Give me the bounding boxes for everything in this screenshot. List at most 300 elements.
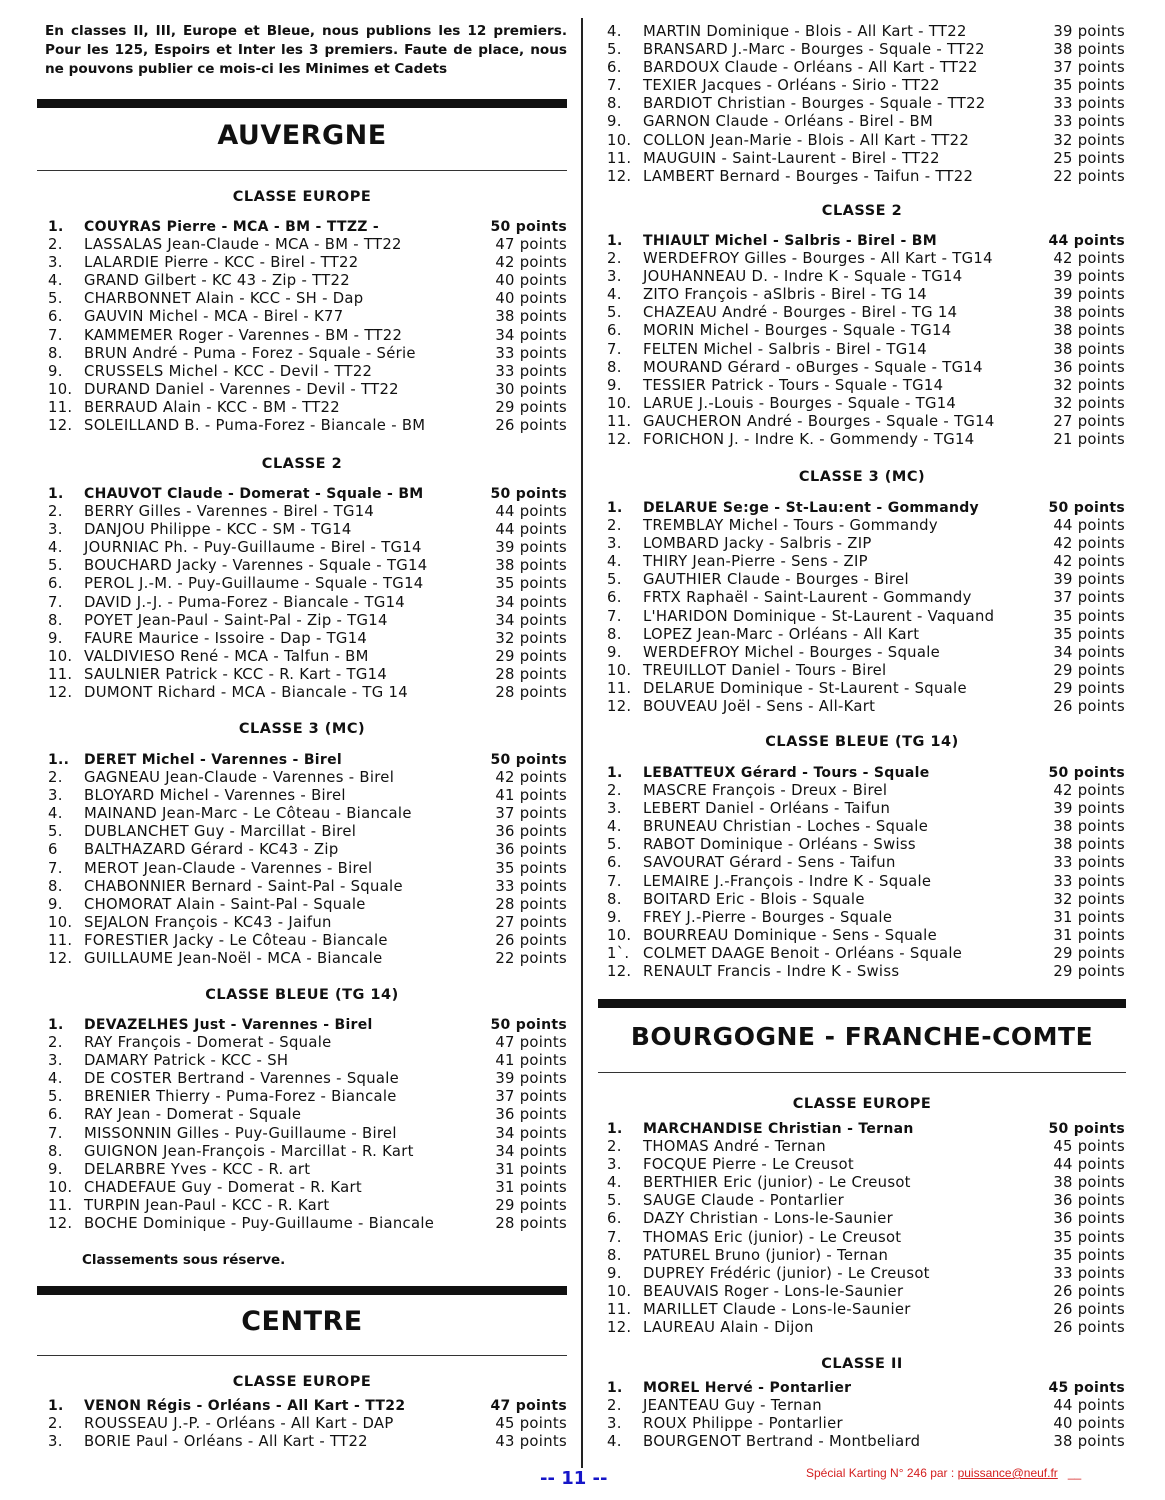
ranking-row [48,878,567,896]
ranking-points: 34 points [495,1142,567,1160]
ranking-row [607,150,1125,168]
ranking-points: 35 points [1053,625,1125,643]
ranking-name: TREMBLAY Michel - Tours - Gommandy [643,517,938,535]
ranking-row [607,168,1125,186]
ranking-row [48,823,567,841]
ranking-points: 28 points [495,684,567,702]
ranking-name: PATUREL Bruno (junior) - Ternan [643,1246,889,1264]
ranking-points: 50 points [1048,1121,1125,1137]
ranking-points: 28 points [495,895,567,913]
ranking-points: 33 points [1053,113,1125,131]
ranking-row [48,503,567,521]
ranking-rank: 5. [607,41,622,59]
ranking-rank: 1.. [48,752,70,768]
ranking-name: THOMAS Eric (junior) - Le Creusot [643,1228,902,1246]
ranking-points: 35 points [495,859,567,877]
ranking-rank: 4. [48,272,63,290]
ranking-name: BARDIOT Christian - Bourges - Squale - TT22 [643,95,986,113]
ranking-row [607,304,1125,322]
ranking-points: 34 points [495,326,567,344]
ranking-row [607,395,1125,413]
ranking-rank: 11. [48,931,73,949]
ranking-name: WERDEFROY Gilles - Bourges - All Kart - TG14 [643,250,993,268]
ranking-rank: 2. [607,1138,622,1156]
ranking-row [607,1397,1125,1415]
ranking-rank: 11. [607,149,632,167]
ranking-points: 38 points [1053,1174,1125,1192]
ranking-row [607,1433,1125,1451]
ranking-row [607,963,1125,981]
ranking-name: RABOT Dominique - Orléans - Swiss [643,836,916,854]
ranking-name: BRUNEAU Christian - Loches - Squale [643,818,929,836]
ranking-row [607,1301,1125,1319]
ranking-points: 27 points [495,913,567,931]
ranking-name: TESSIER Patrick - Tours - Squale - TG14 [643,376,944,394]
ranking-rank: 10. [607,394,632,412]
ranking-rank: 2. [48,236,63,254]
region-title-auvergne: AUVERGNE [217,120,387,151]
ranking-name: FREY J.-Pierre - Bourges - Squale [643,908,893,926]
ranking-row [48,1106,567,1124]
ranking-row [48,1433,567,1451]
ranking-row [607,431,1125,449]
ranking-row [607,377,1125,395]
ranking-row [48,630,567,648]
ranking-name: FOCQUE Pierre - Le Creusot [643,1156,854,1174]
ranking-row [48,575,567,593]
ranking-row [607,626,1125,644]
ranking-points: 45 points [495,1415,567,1433]
ranking-row [48,805,567,823]
ranking-row [48,539,567,557]
ranking-points: 26 points [1053,1300,1125,1318]
ranking-row [607,322,1125,340]
ranking-name: RAY Jean - Domerat - Squale [84,1106,302,1124]
ranking-points: 40 points [495,272,567,290]
ranking-points: 45 points [1053,1138,1125,1156]
ranking-points: 33 points [495,877,567,895]
ranking-points: 31 points [495,1160,567,1178]
ranking-rank: 12. [48,1215,73,1233]
ranking-points: 33 points [495,362,567,380]
ranking-name: LEMAIRE J.-François - Indre K - Squale [643,872,932,890]
ranking-rank: 10. [48,913,73,931]
ranking-points: 34 points [495,611,567,629]
ranking-points: 47 points [490,1398,567,1414]
auvergne-bleue-table [48,1016,567,1233]
ranking-rank: 3. [48,1433,63,1451]
ranking-rank: 10. [607,1282,632,1300]
ranking-row [48,1070,567,1088]
ranking-name: LAMBERT Bernard - Bourges - Taifun - TT22 [643,167,974,185]
ranking-row [607,782,1125,800]
auvergne-classe3-title: CLASSE 3 (MC) [238,721,366,737]
bourgogne-europe-table [607,1120,1125,1337]
ranking-rank: 12. [607,963,632,981]
ranking-points: 33 points [1053,1264,1125,1282]
ranking-name: LAUREAU Alain - Dijon [643,1319,814,1337]
ranking-name: LEBERT Daniel - Orléans - Taifun [643,800,891,818]
ranking-name: BRUN André - Puma - Forez - Squale - Série [84,344,416,362]
ranking-row [48,1161,567,1179]
ranking-rank: 1. [607,500,623,516]
ranking-name: MAUGUIN - Saint-Laurent - Birel - TT22 [643,149,940,167]
ranking-points: 45 points [1048,1380,1125,1396]
ranking-rank: 6. [48,575,63,593]
ranking-row [607,1156,1125,1174]
ranking-name: COLLON Jean-Marie - Blois - All Kart - TT22 [643,131,970,149]
auvergne-classe2-table [48,485,567,702]
ranking-rank: 9. [48,629,63,647]
ranking-row [48,1088,567,1106]
ranking-name: BLOYARD Michel - Varennes - Birel [84,787,346,805]
ranking-name: RENAULT Francis - Indre K - Swiss [643,963,900,981]
ranking-rank: 11. [607,412,632,430]
ranking-points: 38 points [1053,322,1125,340]
ranking-name: LEBATTEUX Gérard - Tours - Squale [643,765,930,781]
ranking-points: 37 points [1053,59,1125,77]
ranking-rank: 7. [48,1124,63,1142]
ranking-rank: 10. [48,647,73,665]
ranking-rank: 6. [607,854,622,872]
ranking-points: 21 points [1053,431,1125,449]
section-bar [37,1286,567,1295]
ranking-name: BEAUVAIS Roger - Lons-le-Saunier [643,1282,904,1300]
ranking-points: 29 points [1053,661,1125,679]
ranking-points: 44 points [495,521,567,539]
ranking-points: 34 points [495,593,567,611]
ranking-points: 36 points [495,823,567,841]
ranking-points: 40 points [495,290,567,308]
ranking-points: 26 points [1053,1282,1125,1300]
ranking-row [48,399,567,417]
ranking-points: 38 points [1053,41,1125,59]
ranking-points: 29 points [1053,963,1125,981]
ranking-rank: 6. [607,59,622,77]
ranking-name: ROUSSEAU J.-P. - Orléans - All Kart - DAP [84,1415,394,1433]
ranking-rank: 1. [607,1121,623,1137]
ranking-name: FORESTIER Jacky - Le Côteau - Biancale [84,931,388,949]
ranking-points: 44 points [1048,233,1125,249]
ranking-rank: 11. [607,1300,632,1318]
ranking-points: 43 points [495,1433,567,1451]
centre-europe-table-part1 [48,1397,567,1451]
ranking-row [607,77,1125,95]
ranking-points: 44 points [1053,1397,1125,1415]
ranking-points: 38 points [1053,1433,1125,1451]
ranking-points: 38 points [495,308,567,326]
ranking-points: 29 points [495,1196,567,1214]
ranking-row [607,945,1125,963]
ranking-name: POYET Jean-Paul - Saint-Pal - Zip - TG14 [84,611,388,629]
ranking-name: LARUE J.-Louis - Bourges - Squale - TG14 [643,394,957,412]
ranking-name: CRUSSELS Michel - KCC - Devil - TT22 [84,362,373,380]
ranking-row [607,909,1125,927]
ranking-row [48,1125,567,1143]
ranking-name: JOUHANNEAU D. - Indre K - Squale - TG14 [643,268,963,286]
ranking-rank: 5. [48,1088,63,1106]
ranking-name: BOCHE Dominique - Puy-Guillaume - Biancale [84,1215,435,1233]
ranking-points: 35 points [1053,1246,1125,1264]
ranking-rank: 5. [48,557,63,575]
ranking-name: SAVOURAT Gérard - Sens - Taifun [643,854,896,872]
ranking-name: L'HARIDON Dominique - St-Laurent - Vaquand [643,607,995,625]
ranking-row [607,113,1125,131]
ranking-rank: 5. [607,836,622,854]
ranking-rank: 7. [607,340,622,358]
centre-classe3-table [607,499,1125,716]
ranking-rank: 5. [607,1192,622,1210]
ranking-name: DELARBRE Yves - KCC - R. art [84,1160,311,1178]
ranking-rank: 6. [607,1210,622,1228]
ranking-name: LOMBARD Jacky - Salbris - ZIP [643,535,872,553]
ranking-rank: 3. [48,521,63,539]
ranking-rank: 9. [607,376,622,394]
ranking-points: 44 points [495,503,567,521]
ranking-row [607,1138,1125,1156]
ranking-rank: 7. [48,859,63,877]
ranking-rank: 2. [607,782,622,800]
ranking-name: DAVID J.-J. - Puma-Forez - Biancale - TG14 [84,593,406,611]
ranking-points: 33 points [1053,95,1125,113]
auvergne-classe2-title: CLASSE 2 [261,456,343,472]
ranking-points: 41 points [495,1052,567,1070]
ranking-row [48,557,567,575]
ranking-rank: 12. [607,1319,632,1337]
ranking-name: BALTHAZARD Gérard - KC43 - Zip [84,841,339,859]
ranking-points: 33 points [1053,854,1125,872]
ranking-rank: 8. [607,625,622,643]
ranking-name: BRANSARD J.-Marc - Bourges - Squale - TT22 [643,41,985,59]
ranking-row [607,1379,1125,1397]
ranking-rank: 2. [607,1397,622,1415]
ranking-points: 44 points [1053,1156,1125,1174]
ranking-points: 38 points [1053,818,1125,836]
ranking-row [48,308,567,326]
ranking-row [48,666,567,684]
centre-classe3-title: CLASSE 3 (MC) [798,469,926,485]
ranking-rank: 2. [48,769,63,787]
ranking-rank: 4. [48,805,63,823]
centre-bleue-title: CLASSE BLEUE (TG 14) [765,734,959,750]
ranking-name: MARTIN Dominique - Blois - All Kart - TT22 [643,23,967,40]
ranking-row [48,272,567,290]
ranking-points: 39 points [1053,23,1125,40]
ranking-name: BERRAUD Alain - KCC - BM - TT22 [84,398,340,416]
ranking-name: MISSONNIN Gilles - Puy-Guillaume - Birel [84,1124,397,1142]
bourgogne-europe-title: CLASSE EUROPE [792,1096,932,1112]
ranking-name: DUPREY Frédéric (junior) - Le Creusot [643,1264,930,1282]
ranking-points: 37 points [1053,589,1125,607]
ranking-points: 38 points [1053,304,1125,322]
ranking-rank: 9. [48,895,63,913]
ranking-name: CHABONNIER Bernard - Saint-Pal - Squale [84,877,403,895]
ranking-points: 26 points [1053,698,1125,716]
ranking-name: BARDOUX Claude - Orléans - All Kart - TT22 [643,59,978,77]
ranking-rank: 4. [607,818,622,836]
ranking-row [607,341,1125,359]
ranking-points: 47 points [495,236,567,254]
ranking-name: DANJOU Philippe - KCC - SM - TG14 [84,521,352,539]
ranking-rank: 9. [607,908,622,926]
ranking-name: MOREL Hervé - Pontarlier [643,1380,852,1396]
ranking-rank: 4. [48,1070,63,1088]
auvergne-europe-title: CLASSE EUROPE [232,189,372,205]
ranking-row [607,680,1125,698]
ranking-row [607,1229,1125,1247]
ranking-name: DUMONT Richard - MCA - Biancale - TG 14 [84,684,408,702]
ranking-name: DELARUE Se:ge - St-Lau:ent - Gommandy [643,500,979,516]
ranking-row [48,345,567,363]
ranking-points: 22 points [495,950,567,968]
ranking-points: 42 points [495,769,567,787]
ranking-points: 36 points [1053,1210,1125,1228]
ranking-points: 22 points [1053,167,1125,185]
ranking-name: SEJALON François - KC43 - Jaifun [84,913,332,931]
ranking-points: 35 points [1053,1228,1125,1246]
credit-trailing-mark: __ [1061,1466,1082,1480]
ranking-name: RAY François - Domerat - Squale [84,1034,332,1052]
ranking-rank: 8. [48,344,63,362]
ranking-points: 31 points [1053,926,1125,944]
ranking-points: 29 points [1053,679,1125,697]
ranking-rank: 6. [48,308,63,326]
ranking-row [607,23,1125,41]
ranking-row [48,485,567,503]
ranking-rank: 3. [48,254,63,272]
ranking-row [48,932,567,950]
section-bar [598,999,1126,1008]
ranking-name: FELTEN Michel - Salbris - Birel - TG14 [643,340,927,358]
section-rule [37,1355,567,1356]
ranking-name: BRENIER Thierry - Puma-Forez - Biancale [84,1088,397,1106]
ranking-points: 42 points [1053,553,1125,571]
ranking-name: MARCHANDISE Christian - Ternan [643,1121,914,1137]
ranking-rank: 9. [607,1264,622,1282]
ranking-points: 50 points [1048,765,1125,781]
ranking-row [607,608,1125,626]
ranking-row [607,232,1125,250]
ranking-row [607,517,1125,535]
ranking-row [48,950,567,968]
ranking-row [607,1283,1125,1301]
ranking-row [607,499,1125,517]
ranking-name: DERET Michel - Varennes - Birel [84,752,343,768]
ranking-row [607,286,1125,304]
ranking-rank: 11. [48,1196,73,1214]
ranking-rank: 1. [48,1398,64,1414]
ranking-name: THIAULT Michel - Salbris - Birel - BM [643,233,937,249]
ranking-name: FAURE Maurice - Issoire - Dap - TG14 [84,629,368,647]
section-rule [37,170,567,171]
ranking-name: FRTX Raphaël - Saint-Laurent - Gommandy [643,589,972,607]
ranking-row [607,1265,1125,1283]
ranking-name: KAMMEMER Roger - Varennes - BM - TT22 [84,326,403,344]
ranking-points: 31 points [495,1178,567,1196]
ranking-rank: 10. [607,131,632,149]
ranking-row [607,927,1125,945]
ranking-rank: 1. [607,765,623,781]
ranking-rank: 11. [607,679,632,697]
ranking-row [48,1052,567,1070]
centre-europe-table-part2 [607,23,1125,186]
ranking-row [48,254,567,272]
ranking-rank: 3. [607,800,622,818]
region-title-bourgogne: BOURGOGNE - FRANCHE-COMTE [630,1022,1094,1051]
ranking-rank: 6. [607,589,622,607]
ranking-name: DE COSTER Bertrand - Varennes - Squale [84,1070,400,1088]
ranking-name: DEVAZELHES Just - Varennes - Birel [84,1017,373,1033]
ranking-row [48,236,567,254]
ranking-name: BORIE Paul - Orléans - All Kart - TT22 [84,1433,368,1451]
ranking-rank: 12. [607,431,632,449]
ranking-rank: 5. [48,823,63,841]
ranking-points: 50 points [490,752,567,768]
ranking-row [607,1120,1125,1138]
ranking-points: 39 points [495,539,567,557]
ranking-rank: 7. [48,593,63,611]
ranking-rank: 3. [607,1156,622,1174]
ranking-rank: 6. [48,1106,63,1124]
ranking-name: ROUX Philippe - Pontarlier [643,1415,843,1433]
ranking-row [607,553,1125,571]
ranking-name: GARNON Claude - Orléans - Birel - BM [643,113,934,131]
ranking-rank: 9. [607,113,622,131]
centre-bleue-table [607,764,1125,981]
ranking-name: MOURAND Gérard - oBurges - Squale - TG14 [643,358,983,376]
bourgogne-classe2-table [607,1379,1125,1451]
ranking-points: 32 points [495,629,567,647]
ranking-points: 50 points [490,219,567,235]
ranking-rank: 4. [48,539,63,557]
ranking-name: VALDIVIESO René - MCA - Talfun - BM [84,647,369,665]
ranking-name: MARILLET Claude - Lons-le-Saunier [643,1300,911,1318]
ranking-row [48,1034,567,1052]
centre-classe2-table [607,232,1125,449]
ranking-points: 37 points [495,805,567,823]
ranking-points: 40 points [1053,1415,1125,1433]
ranking-rank: 8. [48,1142,63,1160]
ranking-name: TURPIN Jean-Paul - KCC - R. Kart [84,1196,330,1214]
ranking-name: DELARUE Dominique - St-Laurent - Squale [643,679,967,697]
ranking-row [607,1174,1125,1192]
ranking-points: 39 points [1053,800,1125,818]
ranking-name: BOUVEAU Joël - Sens - All-Kart [643,698,876,716]
credit-email[interactable]: puissance@neuf.fr [957,1466,1058,1480]
ranking-row [607,359,1125,377]
ranking-row [607,95,1125,113]
ranking-points: 34 points [495,1124,567,1142]
ranking-name: DAMARY Patrick - KCC - SH [84,1052,289,1070]
credit-line [806,1466,1081,1480]
ranking-row [48,841,567,859]
ranking-points: 30 points [495,380,567,398]
ranking-name: THIRY Jean-Pierre - Sens - ZIP [643,553,868,571]
ranking-row [607,1415,1125,1433]
ranking-row [607,764,1125,782]
ranking-row [607,589,1125,607]
ranking-name: CHADEFAUE Guy - Domerat - R. Kart [84,1178,362,1196]
ranking-rank: 4. [607,553,622,571]
ranking-points: 26 points [495,931,567,949]
ranking-name: DAZY Christian - Lons-le-Saunier [643,1210,893,1228]
bourgogne-classe2-title: CLASSE II [821,1356,903,1372]
ranking-rank: 4. [607,1433,622,1451]
ranking-name: ZITO François - aSlbris - Birel - TG 14 [643,286,927,304]
ranking-name: MEROT Jean-Claude - Varennes - Birel [84,859,373,877]
ranking-rank: 8. [607,95,622,113]
ranking-points: 36 points [495,1106,567,1124]
